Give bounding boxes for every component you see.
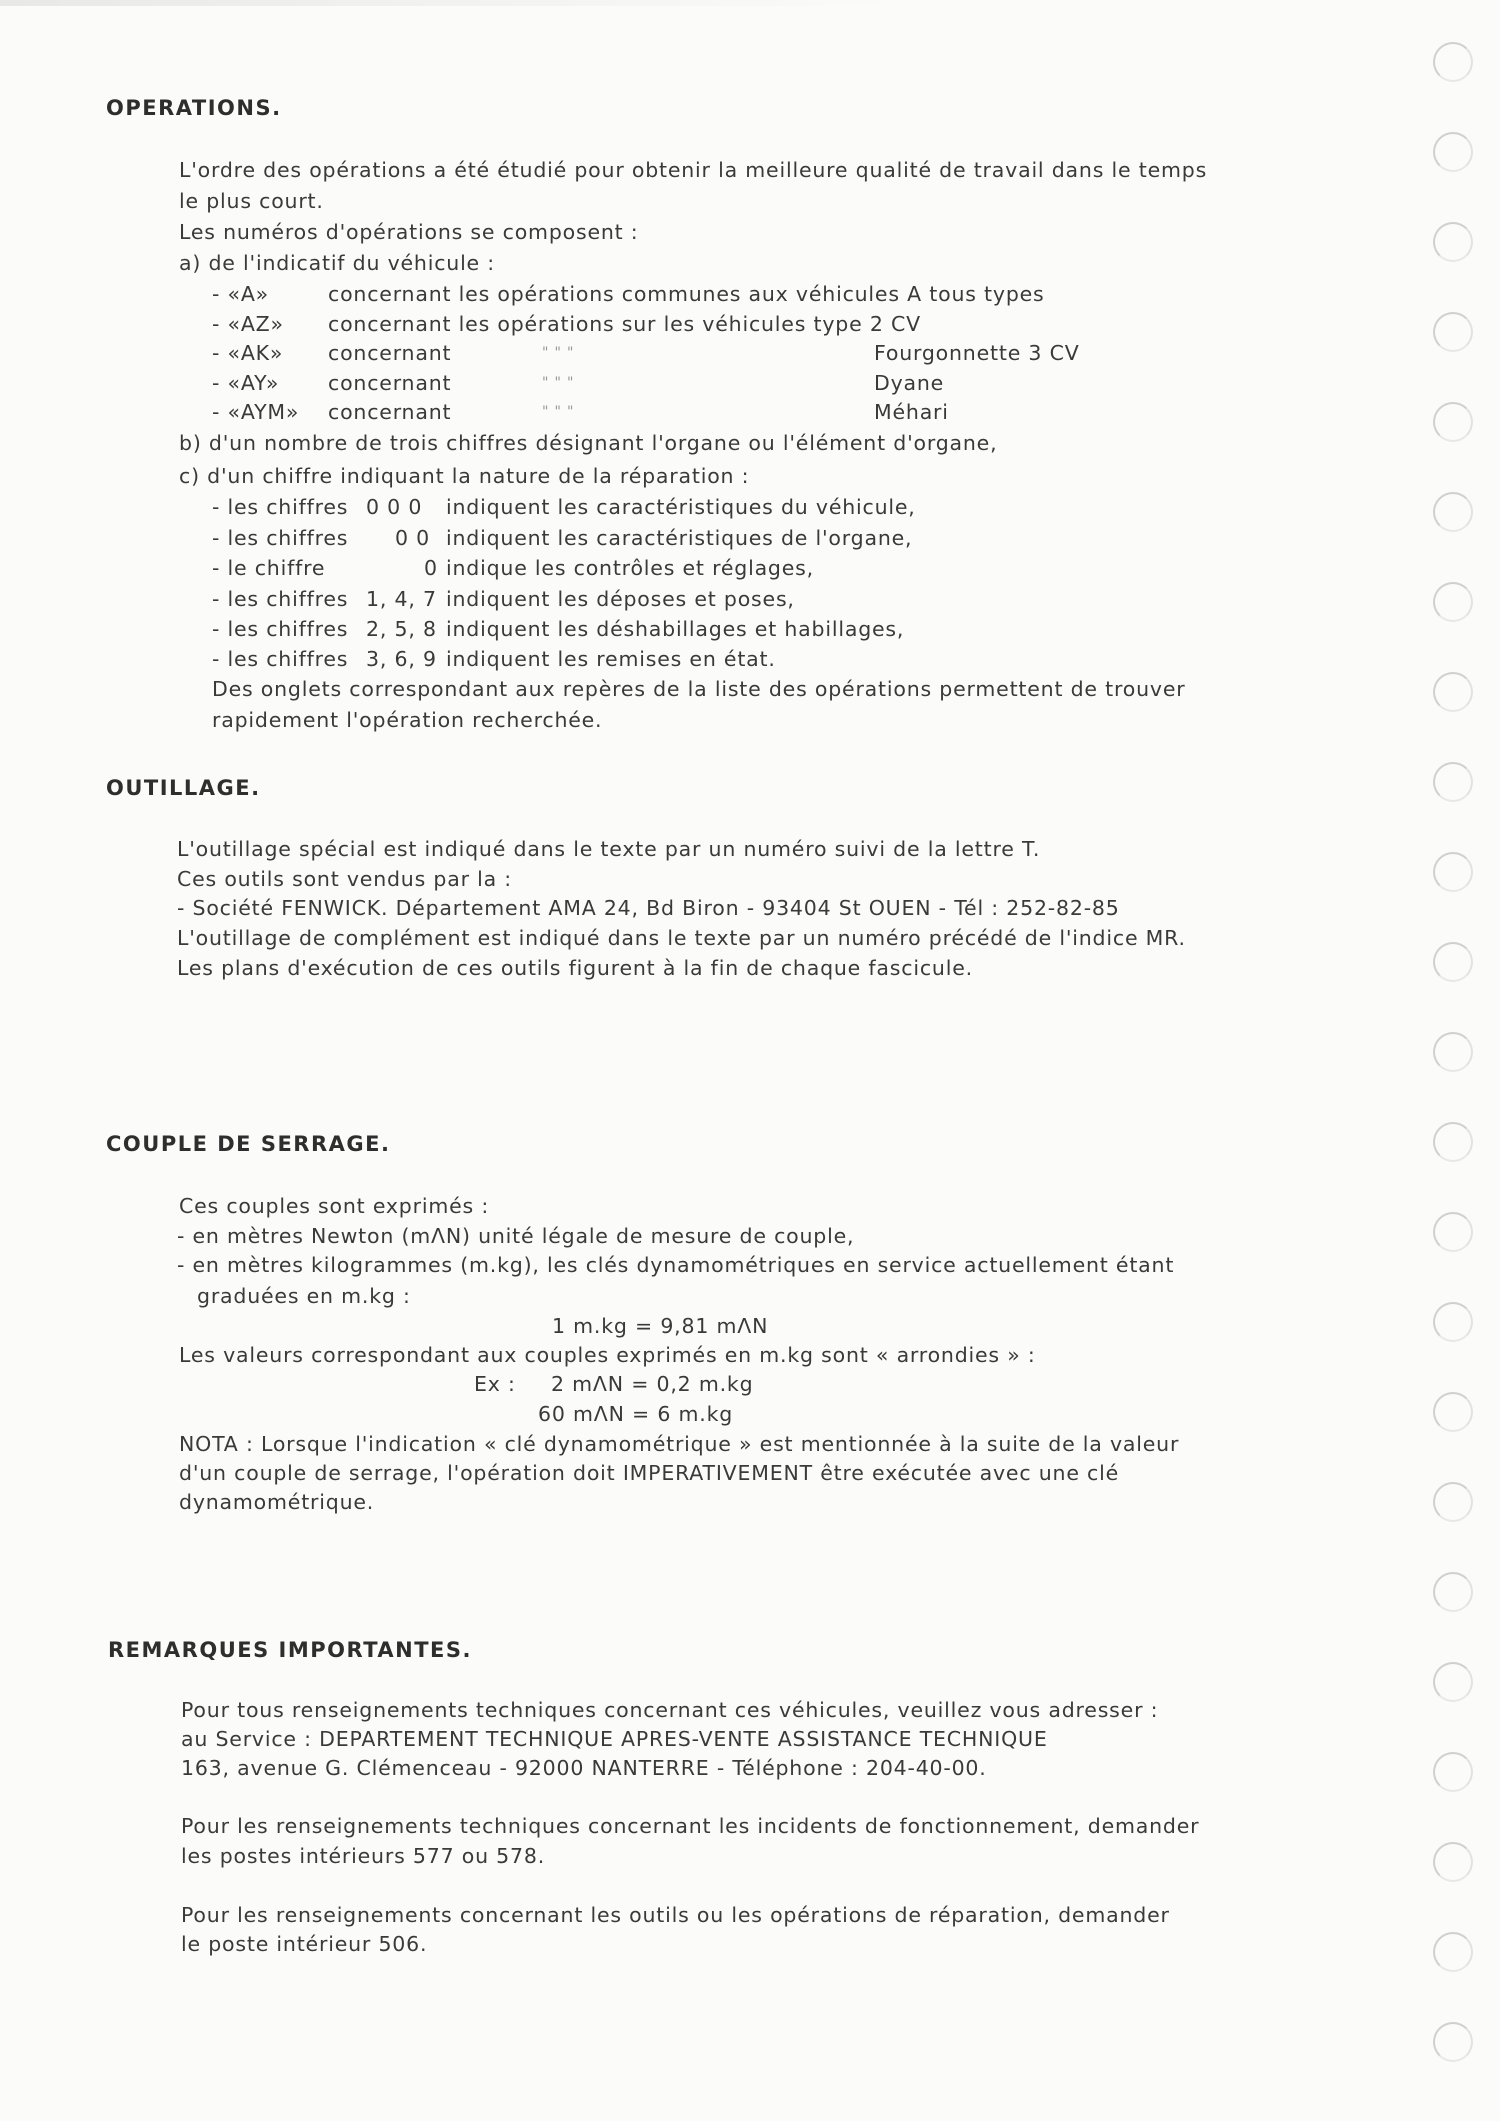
binder-hole <box>1433 1662 1473 1702</box>
paragraph-line: rapidement l'opération recherchée. <box>212 708 603 732</box>
vehicle-desc: concernant <box>328 371 452 395</box>
example-line: 2 mΛN = 0,2 m.kg <box>551 1372 754 1396</box>
paragraph-line: L'outillage de complément est indiqué dans le texte par un numéro précédé de l'indice MR. <box>177 926 1186 950</box>
digit-desc: indique les contrôles et réglages, <box>446 556 814 580</box>
section-heading: OUTILLAGE. <box>106 776 261 800</box>
vehicle-desc: concernant <box>328 341 452 365</box>
digit-values: 3, 6, 9 <box>366 647 437 671</box>
ditto-marks: " " " <box>542 345 575 361</box>
vehicle-code: - «AY» <box>212 371 280 395</box>
digit-desc: indiquent les remises en état. <box>446 647 776 671</box>
vehicle-code: - «AYM» <box>212 400 300 424</box>
section-heading: COUPLE DE SERRAGE. <box>106 1132 391 1156</box>
nota-line: d'un couple de serrage, l'opération doit IMPERATIVEMENT être exécutée avec une clé <box>179 1461 1120 1485</box>
binder-hole <box>1433 1932 1473 1972</box>
digit-values: 2, 5, 8 <box>366 617 437 641</box>
list-item <box>212 368 1112 398</box>
vehicle-code: - «AZ» <box>212 312 284 336</box>
binder-hole <box>1433 672 1473 712</box>
digit-label: - les chiffres <box>212 526 349 550</box>
binder-hole <box>1433 2022 1473 2062</box>
binder-hole <box>1433 42 1473 82</box>
paragraph-line: - en mètres kilogrammes (m.kg), les clés dynamométriques en service actuellement étant <box>177 1253 1175 1277</box>
vehicle-model: Méhari <box>874 400 949 424</box>
nota-line: NOTA : Lorsque l'indication « clé dynamométrique » est mentionnée à la suite de la valeur <box>179 1432 1180 1456</box>
binder-hole <box>1433 1752 1473 1792</box>
list-intro: c) d'un chiffre indiquant la nature de la réparation : <box>179 464 750 488</box>
list-item <box>212 492 1112 522</box>
paragraph-line: L'ordre des opérations a été étudié pour obtenir la meilleure qualité de travail dans le temps <box>179 158 1208 182</box>
binder-hole <box>1433 582 1473 622</box>
list-item <box>212 338 1112 368</box>
paragraph-line: Les valeurs correspondant aux couples exprimés en m.kg sont « arrondies » : <box>179 1343 1036 1367</box>
binder-hole <box>1433 762 1473 802</box>
binder-hole <box>1433 222 1473 262</box>
conversion-equation: 1 m.kg = 9,81 mΛN <box>552 1314 769 1338</box>
digit-desc: indiquent les déshabillages et habillages, <box>446 617 905 641</box>
binder-hole <box>1433 132 1473 172</box>
contact-line: au Service : DEPARTEMENT TECHNIQUE APRES-VENTE ASSISTANCE TECHNIQUE <box>181 1727 1048 1751</box>
digit-label: - les chiffres <box>212 495 349 519</box>
paragraph-line: Des onglets correspondant aux repères de la liste des opérations permettent de trouver <box>212 677 1186 701</box>
binder-hole <box>1433 852 1473 892</box>
paragraph-line: les postes intérieurs 577 ou 578. <box>181 1844 546 1868</box>
binder-hole <box>1433 1212 1473 1252</box>
list-item <box>212 279 1112 309</box>
paragraph-line: L'outillage spécial est indiqué dans le texte par un numéro suivi de la lettre T. <box>177 837 1041 861</box>
digit-values: 1, 4, 7 <box>366 587 437 611</box>
list-item <box>212 523 1112 553</box>
contact-line: 163, avenue G. Clémenceau - 92000 NANTERRE - Téléphone : 204-40-00. <box>181 1756 987 1780</box>
paragraph-line: Les plans d'exécution de ces outils figurent à la fin de chaque fascicule. <box>177 956 973 980</box>
scan-edge <box>0 0 900 6</box>
list-item <box>212 309 1112 339</box>
digit-label: - les chiffres <box>212 617 349 641</box>
binder-hole <box>1433 1032 1473 1072</box>
section-heading: REMARQUES IMPORTANTES. <box>108 1638 472 1662</box>
binder-hole <box>1433 1482 1473 1522</box>
list-item <box>212 614 1112 644</box>
digit-values: 0 0 <box>395 526 431 550</box>
binder-hole <box>1433 1572 1473 1612</box>
binder-hole <box>1433 942 1473 982</box>
list-intro: b) d'un nombre de trois chiffres désignant l'organe ou l'élément d'organe, <box>179 431 998 455</box>
list-item <box>212 584 1112 614</box>
digit-values: 0 <box>424 556 438 580</box>
list-intro: a) de l'indicatif du véhicule : <box>179 251 495 275</box>
vehicle-model: Fourgonnette 3 CV <box>874 341 1080 365</box>
list-item <box>212 397 1112 427</box>
digit-desc: indiquent les déposes et poses, <box>446 587 795 611</box>
paragraph-line: Pour les renseignements concernant les outils ou les opérations de réparation, demander <box>181 1903 1170 1927</box>
binder-hole <box>1433 1842 1473 1882</box>
binder-hole <box>1433 1392 1473 1432</box>
nota-line: dynamométrique. <box>179 1490 375 1514</box>
binder-hole <box>1433 1302 1473 1342</box>
digit-label: - le chiffre <box>212 556 326 580</box>
example-label: Ex : <box>474 1372 516 1396</box>
binder-hole <box>1433 312 1473 352</box>
paragraph-line: graduées en m.kg : <box>197 1284 411 1308</box>
vehicle-code: - «A» <box>212 282 270 306</box>
list-item <box>212 644 1112 674</box>
digit-desc: indiquent les caractéristiques du véhicule, <box>446 495 916 519</box>
paragraph-line: Pour les renseignements techniques concernant les incidents de fonctionnement, demander <box>181 1814 1200 1838</box>
vehicle-desc: concernant les opérations sur les véhicules type 2 CV <box>328 312 921 336</box>
digit-label: - les chiffres <box>212 587 349 611</box>
supplier-address: - Société FENWICK. Département AMA 24, Bd Biron - 93404 St OUEN - Tél : 252-82-85 <box>177 896 1120 920</box>
paragraph-line: Pour tous renseignements techniques concernant ces véhicules, veuillez vous adresser : <box>181 1698 1159 1722</box>
digit-label: - les chiffres <box>212 647 349 671</box>
binder-hole <box>1433 492 1473 532</box>
binder-hole <box>1433 1122 1473 1162</box>
paragraph-line: Ces couples sont exprimés : <box>179 1194 490 1218</box>
paragraph-line: Les numéros d'opérations se composent : <box>179 220 639 244</box>
vehicle-desc: concernant <box>328 400 452 424</box>
binder-hole <box>1433 402 1473 442</box>
ditto-marks: " " " <box>542 404 575 420</box>
paragraph-line: le plus court. <box>179 189 324 213</box>
vehicle-code: - «AK» <box>212 341 284 365</box>
example-line: 60 mΛN = 6 m.kg <box>538 1402 734 1426</box>
vehicle-desc: concernant les opérations communes aux véhicules A tous types <box>328 282 1045 306</box>
digit-values: 0 0 0 <box>366 495 423 519</box>
vehicle-model: Dyane <box>874 371 945 395</box>
ditto-marks: " " " <box>542 375 575 391</box>
section-heading: OPERATIONS. <box>106 96 282 120</box>
paragraph-line: Ces outils sont vendus par la : <box>177 867 512 891</box>
paragraph-line: - en mètres Newton (mΛN) unité légale de mesure de couple, <box>177 1224 855 1248</box>
digit-desc: indiquent les caractéristiques de l'organe, <box>446 526 913 550</box>
paragraph-line: le poste intérieur 506. <box>181 1932 428 1956</box>
list-item <box>212 553 1112 583</box>
